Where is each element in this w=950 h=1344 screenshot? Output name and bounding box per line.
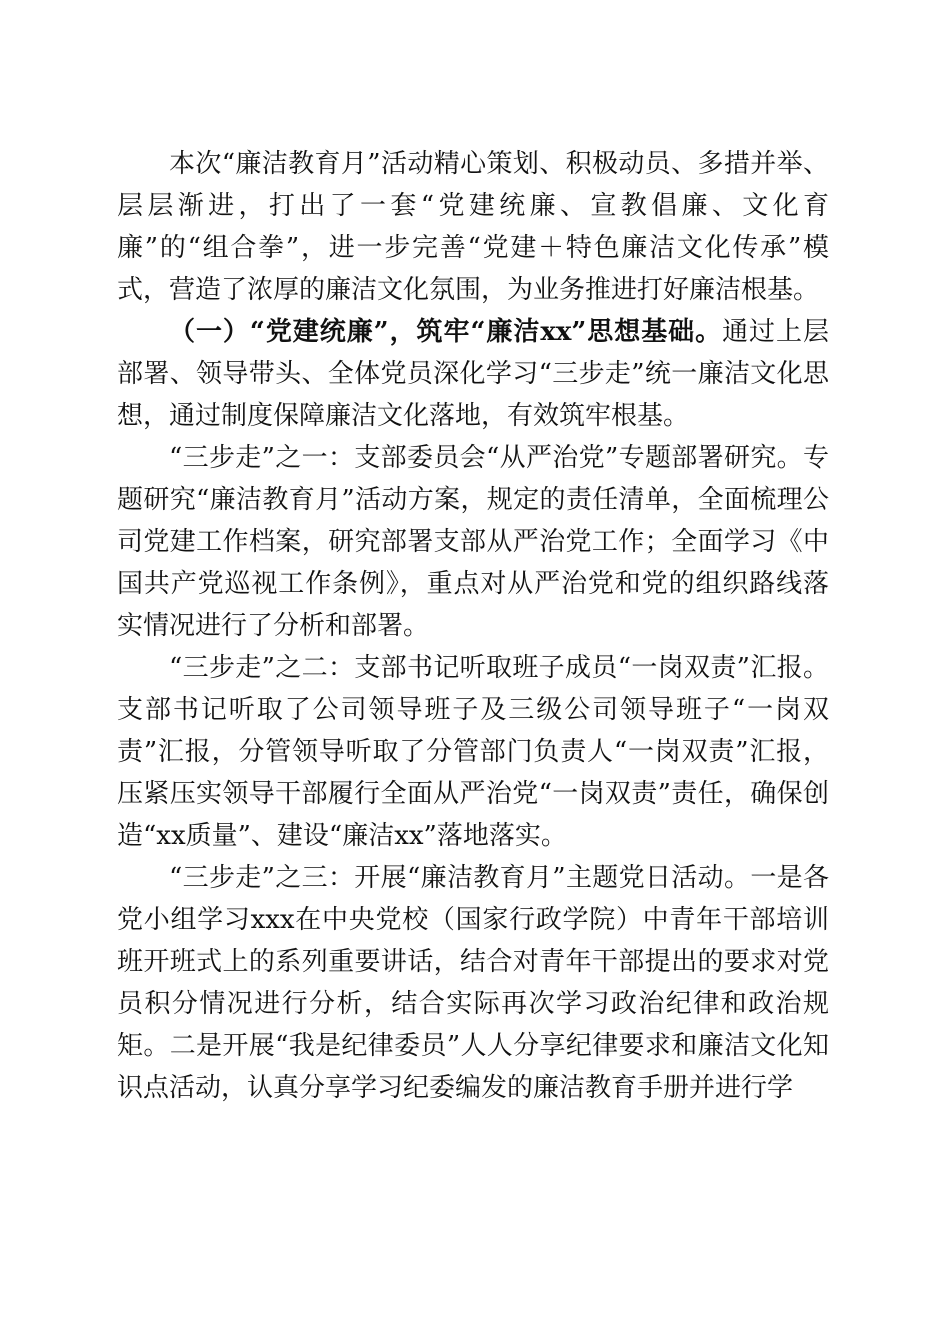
paragraph-step-two [117,647,829,857]
section-one-text: 通过上层部署、领导带头、全体党员深化学习“三步走”统一廉洁文化思想，通过制度保障廉洁文化落地，有效筑牢根基。 [117,317,829,431]
section-one-heading: （一）“党建统廉”，筑牢“廉洁xx”思想基础。 [169,317,723,347]
paragraph-step-one [117,437,829,647]
step-three-text: “三步走”之三：开展“廉洁教育月”主题党日活动。一是各党小组学习xxx在中央党校（国家行政学院）中青年干部培训班开班式上的系列重要讲话，结合对青年干部提出的要求对党员积分情况进行分析，结合实际再次学习政治纪律和政治规矩。二是开展“我是纪律委员”人人分享纪律要求和廉洁文化知识点活动，认真分享学习纪委编发的廉洁教育手册并进行学 [117,863,829,1103]
step-two-text: “三步走”之二：支部书记听取班子成员“一岗双责”汇报。支部书记听取了公司领导班子及三级公司领导班子“一岗双责”汇报，分管领导听取了分管部门负责人“一岗双责”汇报，压紧压实领导干部履行全面从严治党“一岗双责”责任，确保创造“xx质量”、建设“廉洁xx”落地落实。 [117,653,829,851]
paragraph-step-three [117,857,829,1109]
paragraph-intro-text: 本次“廉洁教育月”活动精心策划、积极动员、多措并举、层层渐进，打出了一套“党建统廉、宣教倡廉、文化育廉”的“组合拳”，进一步完善“党建＋特色廉洁文化传承”模式，营造了浓厚的廉洁文化氛围，为业务推进打好廉洁根基。 [117,149,829,305]
step-one-text: “三步走”之一：支部委员会“从严治党”专题部署研究。专题研究“廉洁教育月”活动方案，规定的责任清单，全面梳理公司党建工作档案，研究部署支部从严治党工作；全面学习《中国共产党巡视工作条例》，重点对从严治党和党的组织路线落实情况进行了分析和部署。 [117,443,829,641]
document-body [117,143,829,1109]
paragraph-section-one [117,311,829,437]
paragraph-intro [117,143,829,311]
